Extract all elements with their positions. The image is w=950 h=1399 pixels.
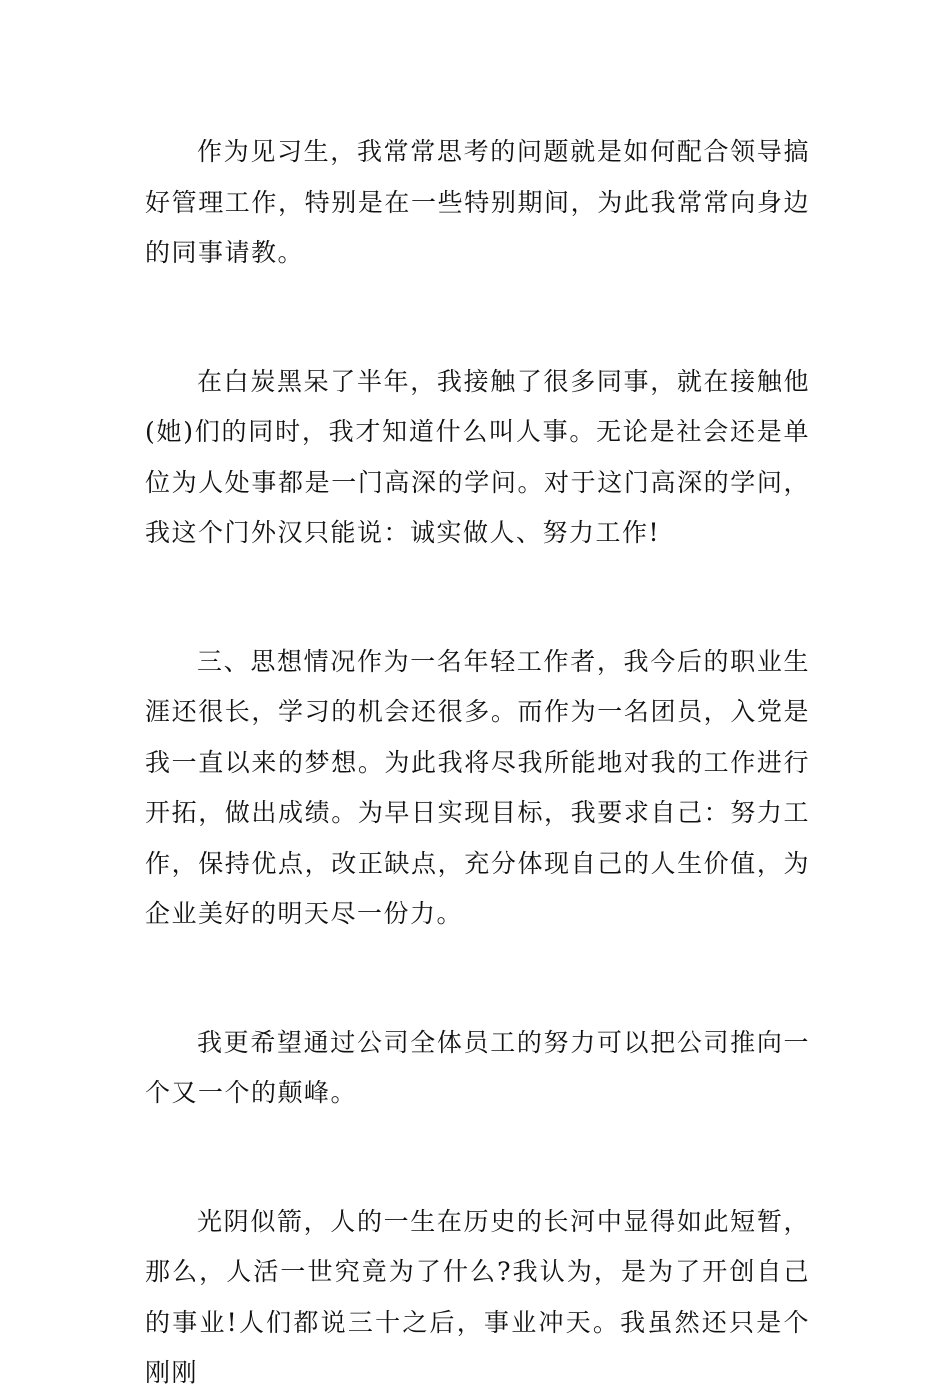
paragraph-2: 在白炭黑呆了半年，我接触了很多同事，就在接触他(她)们的同时，我才知道什么叫人事。无论是社会还是单位为人处事都是一门高深的学问。对于这门高深的学问，我这个门外汉只能说：诚实做人、努力工作! bbox=[145, 366, 810, 547]
document-body bbox=[145, 127, 810, 1399]
paragraph-3: 三、思想情况作为一名年轻工作者，我今后的职业生涯还很长，学习的机会还很多。而作为一名团员，入党是我一直以来的梦想。为此我将尽我所能地对我的工作进行开拓，做出成绩。为早日实现目标，我要求自己：努力工作，保持优点，改正缺点，充分体现自己的人生价值，为企业美好的明天尽一份力。 bbox=[145, 646, 810, 928]
paragraph-5: 光阴似箭，人的一生在历史的长河中显得如此短暂，那么，人活一世究竟为了什么?我认为，是为了开创自己的事业!人们都说三十之后，事业冲天。我虽然还只是个刚刚 bbox=[145, 1206, 810, 1387]
paragraph-1: 作为见习生，我常常思考的问题就是如何配合领导搞好管理工作，特别是在一些特别期间，为此我常常向身边的同事请教。 bbox=[145, 137, 810, 267]
paragraph-4: 我更希望通过公司全体员工的努力可以把公司推向一个又一个的颠峰。 bbox=[145, 1027, 810, 1107]
